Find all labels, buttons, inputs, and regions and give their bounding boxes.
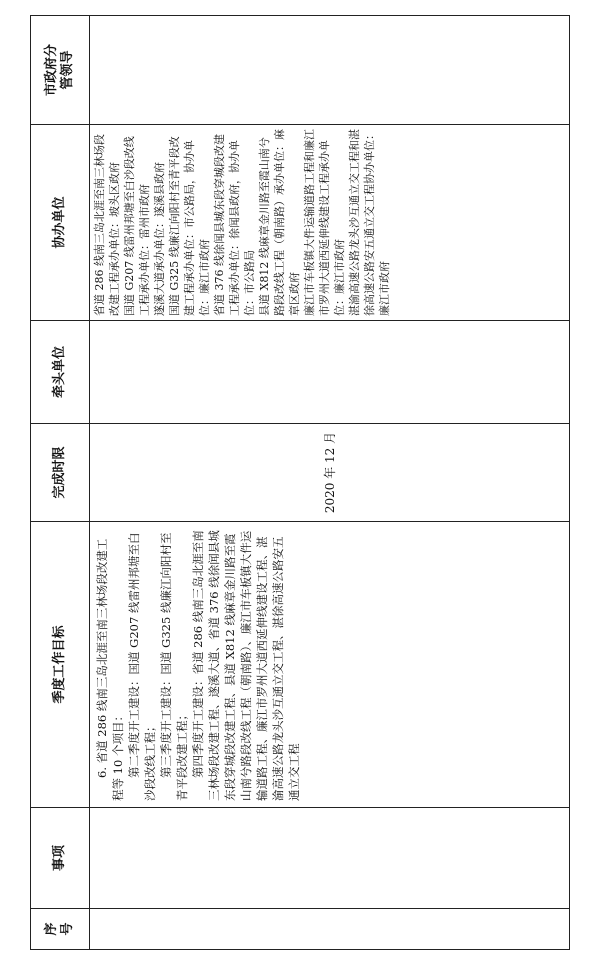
assist-line: 廉江市车板镇大件运输道路工程和廉江市罗州大道西延伸线建设工程承办单位：廉江市政府 (303, 129, 346, 316)
cell-assist (90, 125, 570, 321)
header-lead: 牵头单位 (31, 321, 90, 424)
assist-line: 国道 G325 线廉江向阳村至青平段改建工程承办单位：市公路局，协办单位：廉江市政府 (168, 136, 211, 316)
work-target-table (30, 15, 570, 950)
header-mgr: 市政府分 管领导 (31, 16, 90, 125)
assist-line: 湛渝高速公路龙头沙互通立交工程和湛徐高速公路安五通立交工程协办单位：廉江市政府 (348, 129, 391, 316)
assist-line: 遂溪大道承办单位：遂溪县政府 (153, 162, 166, 316)
goal-line: 第二季度开工建设：国道 G207 线雷州邦塘至白沙段改线工程； (127, 532, 157, 801)
header-seq: 序 号 (31, 909, 90, 950)
header-goal: 季度工作目标 (31, 522, 90, 808)
header-item: 事项 (31, 808, 90, 909)
cell-goal (90, 522, 570, 808)
cell-time: 2020 年 12 月 (90, 424, 570, 522)
assist-line: 省道 376 线徐闻县城东段穿城段改建工程承办单位：徐闻县政府，协办单位：市公路局 (213, 134, 256, 316)
table-row (90, 16, 570, 950)
cell-lead (90, 321, 570, 424)
goal-line: 第三季度开工建设：国道 G325 线廉江向阳村至青平段改建工程； (159, 532, 189, 801)
assist-line: 县道 X812 线麻章金川路至霞山南兮路段改线工程（朝南路）承办单位：麻章区政府 (258, 129, 301, 316)
assist-line: 省道 286 线南三岛北涯至南三林场段改建工程承办单位：坡头区政府 (93, 134, 121, 316)
header-assist: 协办单位 (31, 125, 90, 321)
cell-seq (90, 909, 570, 950)
cell-item (90, 808, 570, 909)
cell-mgr (90, 16, 570, 125)
goal-line: 6. 省道 286 线南三岛北涯至南三林场段改建工程等 10 个项目： (95, 538, 125, 801)
header-row (31, 16, 90, 950)
assist-line: 国道 G207 线雷州邦塘至白沙段改线工程承办单位：雷州市政府 (123, 136, 151, 316)
goal-line: 第四季度开工建设：省道 286 线南三岛北涯至南三林场段改建工程、遂溪大道、省道 376 线徐闻县城东段穿城段改建工程、县道 X812 线麻章金川路至霞山南兮路段改线工程（朝南路）、廉江市车板镇大件运输道路工程、廉江市罗州大道西延伸线建设工程、湛渝高速公路龙头沙互通立交工程、湛徐高速公路安五通立交工程 (191, 530, 301, 801)
header-time: 完成时限 (31, 424, 90, 522)
